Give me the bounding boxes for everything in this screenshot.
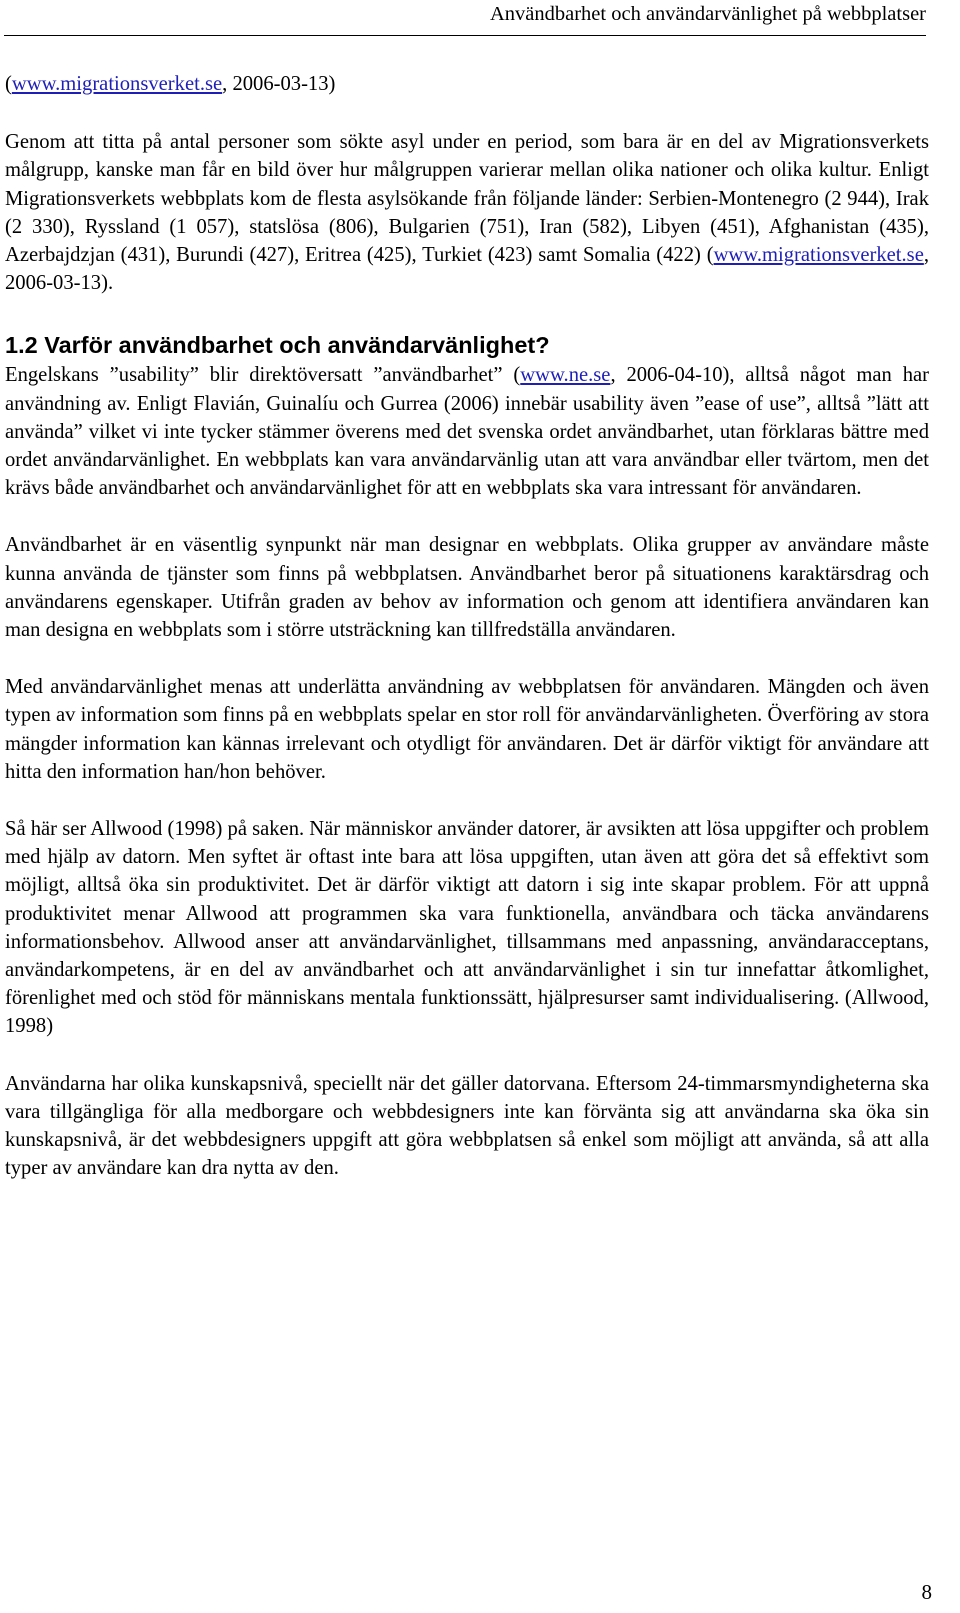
running-header: Användbarhet och användarvänlighet på webbplatser [489, 3, 926, 25]
citation-link[interactable]: www.migrationsverket.se [11, 73, 223, 95]
paragraph-text: Genom att titta på antal personer som sökte asyl under en period, som bara är en del av Migrationsverkets målgrupp, kanske man får en bild över hur målgruppen varierar mellan olika nationer och olika kultur. Enligt Migrationsverkets webbplats kom de flesta asylsökande från följande länder: Serbien-Montenegro (2 944), Irak (2 330), Ryssland (1 057), statslösa (806), Bulgarien (751), Iran (582), Libyen (451), Afghanistan (435), Azerbajdzjan (431), Burundi (427), Eritrea (425), Turkiet (423) samt Somalia (422) ( [5, 131, 929, 267]
paragraph-text-end: , 2006-04-10), alltså något man har användning av. Enligt Flavián, Guinalíu och Gurrea (2006) innebär usability även ”ease of use”, alltså ”lätt att använda” vilket vi inte tycker stämmer överens med det svenska ordet användbarhet, utan förklaras bättre med ordet användarvänlighet. En webbplats kan vara användarvänlig utan att vara användbar eller tvärtom, men det krävs både användbarhet och användarvänlighet för att en webbplats ska vara intressant för användaren. [5, 364, 930, 500]
citation-line [5, 70, 929, 98]
section-heading: 1.2 Varför användbarhet och användarvänlighet? [5, 332, 550, 359]
page-number: 8 [921, 1580, 932, 1604]
paragraph-allwood: Så här ser Allwood (1998) på saken. När människor använder datorer, är avsikten att lösa uppgifter och problem med hjälp av datorn. Men syftet är oftast inte bara att lösa uppgiften, utan även att göra det så effektivt som möjligt, alltså öka sin produktivitet. Det är därför viktigt att datorn i sig inte skapar problem. För att uppnå produktivitet menar Allwood att programmen ska vara funktionella, användbara och täcka användarens informationsbehov. Allwood anser att användarvänlighet, tillsammans med anpassning, användaracceptans, användarkompetens, är en del av användbarhet och att användarvänlighet i sin tur innefattar åtkomlighet, förenlighet med och stöd för människans mentala funktionssätt, hjälpresurser samt individualisering. (Allwood, 1998) [5, 818, 929, 1038]
document-body [5, 70, 929, 1183]
paragraph-asylum-statistics [5, 128, 929, 297]
citation-close: , 2006-03-13) [222, 73, 336, 95]
header-divider [4, 35, 926, 36]
paragraph-text-end: , 2006-03-13). [5, 244, 929, 295]
citation-open: ( [5, 73, 12, 95]
paragraph-usability-design: Användbarhet är en väsentlig synpunkt när man designar en webbplats. Olika grupper av användare måste kunna använda de tjänster som finns på webbplatsen. Användbarhet beror på situationens karaktärsdrag och användarens egenskaper. Utifrån graden av behov av information och genom att identifiera användaren kan man designa en webbplats som i större utsträckning kan tillfredställa användaren. [5, 534, 929, 642]
migrationsverket-link[interactable]: www.migrationsverket.se [713, 244, 924, 267]
paragraph-user-friendliness: Med användarvänlighet menas att underlätta användning av webbplatsen för användaren. Mängden och även typen av information som finns på en webbplats spelar en stor roll för användarvänligheten. Överföring av stora mängder information kan kännas irrelevant och otydligt för användaren. Det är därför viktigt för användare att hitta den information han/hon behöver. [5, 676, 929, 783]
ne-se-link[interactable]: www.ne.se [520, 364, 611, 387]
paragraph-usability-definition [5, 361, 929, 502]
paragraph-text: Engelskans ”usability” blir direktöversatt ”användbarhet” ( [5, 364, 521, 387]
paragraph-knowledge-levels: Användarna har olika kunskapsnivå, speciellt när det gäller datorvana. Eftersom 24-timmarsmyndigheterna ska vara tillgängliga för alla medborgare och webbdesigners inte kan förvänta sig att användarna ska öka sin kunskapsnivå, är det webbdesigners uppgift att göra webbplatsen så enkel som möjligt att använda, så att alla typer av användare kan dra nytta av den. [5, 1072, 929, 1180]
